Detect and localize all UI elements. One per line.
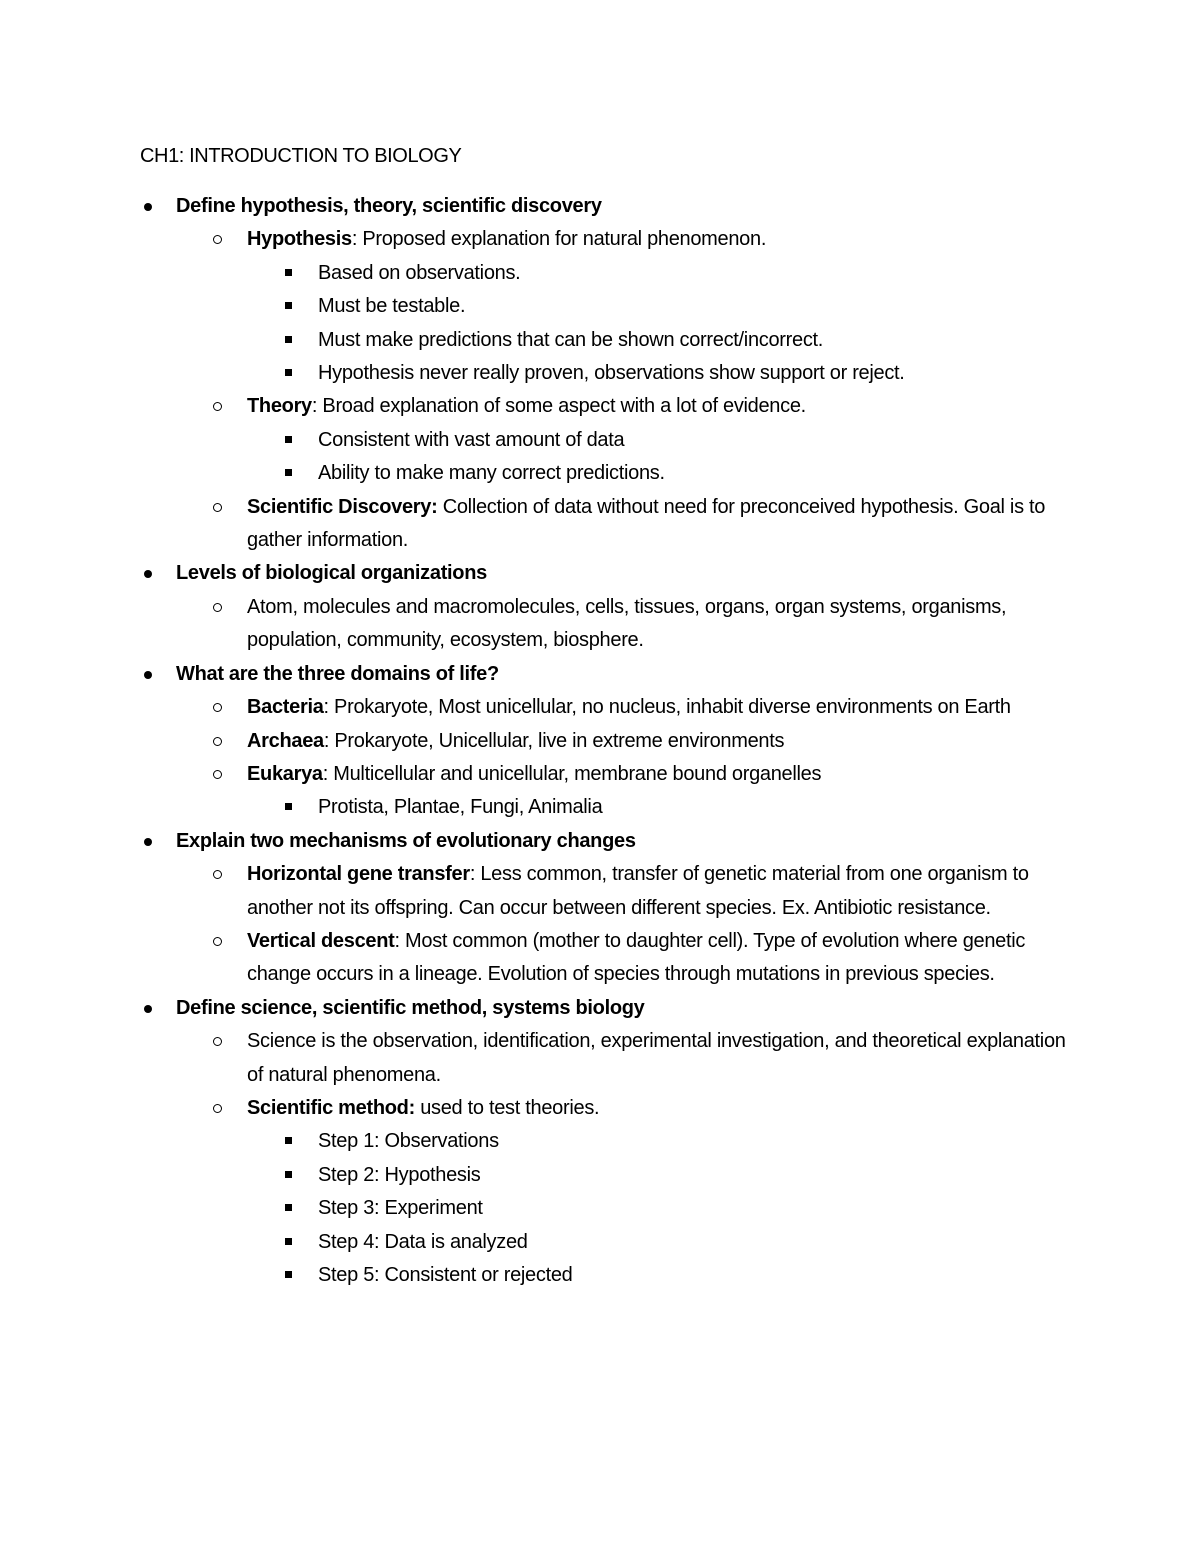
outline-subitem-science	[0, 1025, 1200, 1092]
point-text: Step 4: Data is analyzed	[318, 1230, 528, 1253]
outline-subitem-eukarya	[0, 758, 1200, 791]
term-definition: used to test theories.	[414, 1096, 600, 1119]
bullet-square-icon	[283, 257, 303, 290]
point-text: Step 2: Hypothesis	[318, 1163, 481, 1186]
outline-subitem-vertical	[0, 925, 1200, 992]
bullet-circle-icon	[210, 925, 230, 958]
term-definition: : Prokaryote, Unicellular, live in extreme environments	[323, 729, 785, 752]
bullet-disc-icon	[140, 825, 160, 858]
section-heading: Explain two mechanisms of evolutionary changes	[176, 829, 636, 852]
outline-point	[0, 290, 1200, 323]
outline-subitem-theory	[0, 390, 1200, 423]
point-text: Science is the observation, identification, experimental investigation, and theoretical explanation of natural phenomena.	[247, 1030, 1066, 1086]
outline-item-definitions	[0, 190, 1200, 223]
page-title: CH1: INTRODUCTION TO BIOLOGY	[140, 145, 462, 167]
bullet-circle-icon	[210, 390, 230, 423]
point-text: Consistent with vast amount of data	[318, 428, 625, 451]
term-label: Hypothesis	[247, 228, 352, 251]
term-label: Scientific method:	[247, 1096, 415, 1119]
point-text: Ability to make many correct predictions.	[318, 462, 665, 485]
bullet-square-icon	[283, 1192, 303, 1225]
outline-subitem-scientific-discovery	[0, 491, 1200, 558]
outline-point	[0, 1259, 1200, 1292]
outline-point	[0, 1192, 1200, 1225]
point-text: Must be testable.	[318, 295, 466, 318]
point-text: Step 5: Consistent or rejected	[318, 1264, 573, 1286]
term-definition: : Broad explanation of some aspect with a lot of evidence.	[311, 395, 806, 418]
term-label: Bacteria	[247, 696, 324, 719]
bullet-square-icon	[283, 1226, 303, 1259]
term-definition: : Prokaryote, Most unicellular, no nucleus, inhabit diverse environments on Earth	[323, 696, 1011, 719]
bullet-circle-icon	[210, 591, 230, 624]
bullet-square-icon	[283, 1159, 303, 1192]
term-label: Vertical descent	[247, 929, 395, 952]
term-definition: : Proposed explanation for natural phenomenon.	[351, 228, 767, 251]
term-definition: : Most common (mother to daughter cell). Type of evolution where genetic change occurs in a lineage. Evolution of species through mutations in previous species.	[247, 929, 1026, 986]
outline-point	[0, 457, 1200, 490]
section-heading: Define science, scientific method, systems biology	[176, 996, 645, 1019]
outline-point	[0, 1125, 1200, 1158]
bullet-circle-icon	[210, 725, 230, 758]
study-outline	[0, 190, 1200, 1292]
term-label: Horizontal gene transfer	[247, 863, 470, 886]
bullet-circle-icon	[210, 691, 230, 724]
point-text: Protista, Plantae, Fungi, Animalia	[318, 796, 603, 819]
bullet-square-icon	[283, 791, 303, 824]
point-text: Atom, molecules and macromolecules, cells, tissues, organs, organ systems, organisms, population, community, ecosystem, biosphere.	[247, 595, 1007, 652]
section-heading: What are the three domains of life?	[176, 662, 499, 685]
section-heading: Levels of biological organizations	[176, 562, 487, 585]
bullet-circle-icon	[210, 758, 230, 791]
bullet-circle-icon	[210, 223, 230, 256]
outline-point	[0, 424, 1200, 457]
bullet-disc-icon	[140, 557, 160, 590]
outline-subitem-archaea	[0, 725, 1200, 758]
bullet-square-icon	[283, 457, 303, 490]
outline-point	[0, 324, 1200, 357]
outline-subitem-bacteria	[0, 691, 1200, 724]
point-text: Based on observations.	[318, 261, 521, 284]
bullet-square-icon	[283, 324, 303, 357]
bullet-square-icon	[283, 424, 303, 457]
bullet-disc-icon	[140, 658, 160, 691]
outline-point	[0, 357, 1200, 390]
outline-point	[0, 257, 1200, 290]
point-text: Step 3: Experiment	[318, 1197, 483, 1220]
outline-subitem-levels-list	[0, 591, 1200, 658]
term-definition: : Multicellular and unicellular, membrane bound organelles	[322, 762, 822, 785]
bullet-disc-icon	[140, 190, 160, 223]
outline-point	[0, 1226, 1200, 1259]
outline-item-domains	[0, 658, 1200, 691]
outline-item-levels	[0, 557, 1200, 590]
outline-item-science	[0, 992, 1200, 1025]
point-text: Must make predictions that can be shown correct/incorrect.	[318, 328, 824, 351]
term-label: Eukarya	[247, 762, 323, 785]
bullet-square-icon	[283, 357, 303, 390]
bullet-square-icon	[283, 1125, 303, 1158]
outline-subitem-hypothesis	[0, 223, 1200, 256]
term-definition: : Less common, transfer of genetic material from one organism to another not its offspring. Can occur between different species. Ex. Antibiotic resistance.	[247, 863, 1029, 919]
term-label: Scientific Discovery:	[247, 495, 438, 518]
point-text: Step 1: Observations	[318, 1130, 499, 1153]
term-label: Archaea	[247, 729, 324, 752]
point-text: Hypothesis never really proven, observations show support or reject.	[318, 362, 905, 385]
outline-point	[0, 791, 1200, 824]
bullet-circle-icon	[210, 491, 230, 524]
bullet-circle-icon	[210, 1092, 230, 1125]
term-definition: Collection of data without need for preconceived hypothesis. Goal is to gather information.	[247, 495, 1046, 552]
outline-subitem-horizontal	[0, 858, 1200, 925]
bullet-square-icon	[283, 1259, 303, 1292]
bullet-circle-icon	[210, 1025, 230, 1058]
term-label: Theory	[247, 395, 312, 418]
bullet-disc-icon	[140, 992, 160, 1025]
outline-point	[0, 1159, 1200, 1192]
section-heading: Define hypothesis, theory, scientific discovery	[176, 195, 602, 217]
outline-subitem-scientific-method	[0, 1092, 1200, 1125]
outline-item-evolution	[0, 825, 1200, 858]
bullet-circle-icon	[210, 858, 230, 891]
bullet-square-icon	[283, 290, 303, 323]
